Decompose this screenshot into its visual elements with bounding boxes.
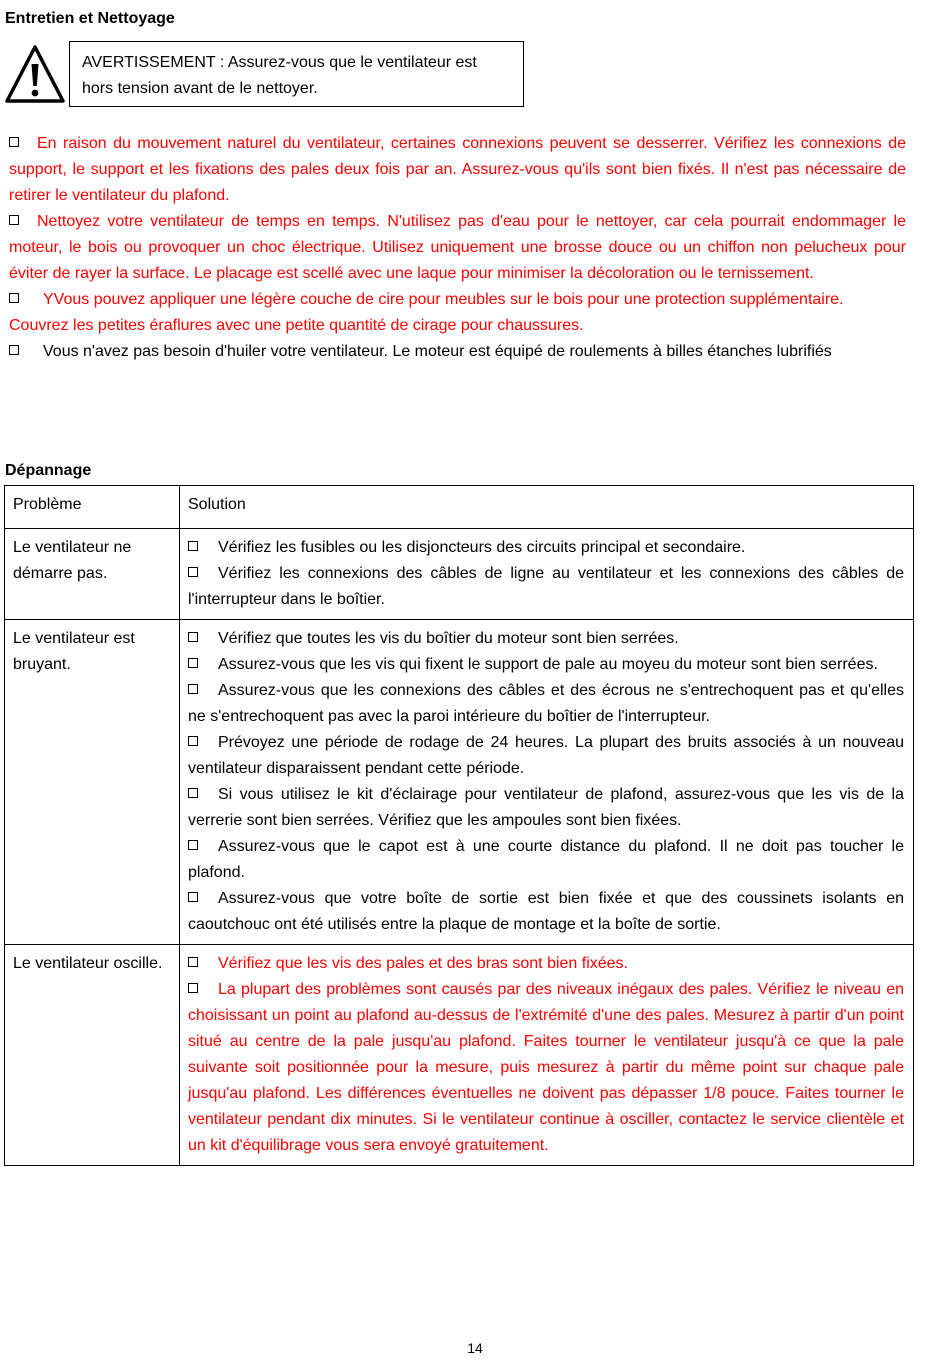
solution-item: Assurez-vous que les connexions des câbles et des écrous ne s'entrechoquent pas et qu'elles ne s'entrechoquent pas avec la paroi intérieure du boîtier de l'interrupteur. (188, 682, 904, 725)
table-row (5, 620, 914, 945)
troubleshooting-title: Dépannage (5, 462, 92, 479)
maintenance-item: YVous pouvez appliquer une légère couche de cire pour meubles sur le bois pour une protection supplémentaire. Couvrez les petites éraflures avec une petite quantité de cirage pour chaussures. (9, 291, 844, 334)
problem-cell: Le ventilateur oscille. (5, 945, 180, 1166)
solution-cell (180, 529, 914, 620)
maintenance-list (9, 131, 906, 365)
checkbox-icon (188, 541, 198, 551)
checkbox-icon (188, 957, 198, 967)
solution-item: Assurez-vous que les vis qui fixent le support de pale au moyeu du moteur sont bien serrées. (188, 652, 904, 678)
checkbox-icon (9, 293, 19, 303)
table-row (5, 529, 914, 620)
checkbox-icon (188, 632, 198, 642)
checkbox-icon (188, 684, 198, 694)
checkbox-icon (9, 137, 19, 147)
checkbox-icon (188, 736, 198, 746)
warning-triangle-icon (4, 44, 66, 106)
header-solution: Solution (180, 486, 914, 529)
page-number: 14 (467, 1340, 483, 1356)
maintenance-item: Vous n'avez pas besoin d'huiler votre ventilateur. Le moteur est équipé de roulements à billes étanches lubrifiés (9, 339, 906, 365)
solution-item: La plupart des problèmes sont causés par des niveaux inégaux des pales. Vérifiez le niveau en choisissant un point au plafond au-dessus de l'extrémité d'une des pales. Mesurez à partir d'un point situé au centre de la pale jusqu'au plafond. Faites tourner le ventilateur jusqu'à ce que la pale suivante soit positionnée pour la mesure, puis mesurez à partir du même point sur chaque pale jusqu'au plafond. Les différences éventuelles ne doivent pas dépasser 1/8 pouce. Faites tourner le ventilateur pendant dix minutes. Si le ventilateur continue à osciller, contactez le service clientèle et un kit d'équilibrage vous sera envoyé gratuitement. (188, 981, 904, 1154)
solution-item: Vérifiez que toutes les vis du boîtier du moteur sont bien serrées. (188, 626, 904, 652)
solution-item: Assurez-vous que votre boîte de sortie est bien fixée et que des coussinets isolants en caoutchouc ont été utilisés entre la plaque de montage et la boîte de sortie. (188, 890, 904, 933)
checkbox-icon (9, 345, 19, 355)
checkbox-icon (188, 892, 198, 902)
checkbox-icon (9, 215, 19, 225)
maintenance-item: Nettoyez votre ventilateur de temps en temps. N'utilisez pas d'eau pour le nettoyer, car cela pourrait endommager le moteur, le bois ou provoquer un choc électrique. Utilisez uniquement une brosse douce ou un chiffon non pelucheux pour éviter de rayer la surface. Le placage est scellé avec une laque pour minimiser la décoloration ou le ternissement. (9, 213, 906, 282)
problem-cell: Le ventilateur ne démarre pas. (5, 529, 180, 620)
solution-cell (180, 945, 914, 1166)
solution-item: Prévoyez une période de rodage de 24 heures. La plupart des bruits associés à un nouveau ventilateur disparaissent pendant cette période. (188, 734, 904, 777)
problem-cell: Le ventilateur est bruyant. (5, 620, 180, 945)
checkbox-icon (188, 983, 198, 993)
table-row (5, 945, 914, 1166)
table-header-row (5, 486, 914, 529)
solution-item: Vérifiez les connexions des câbles de ligne au ventilateur et les connexions des câbles de l'interrupteur dans le boîtier. (188, 565, 904, 608)
troubleshooting-table (4, 485, 914, 1166)
solution-item: Vérifiez les fusibles ou les disjoncteurs des circuits principal et secondaire. (188, 535, 904, 561)
solution-item: Vérifiez que les vis des pales et des bras sont bien fixées. (188, 951, 904, 977)
solution-item: Assurez-vous que le capot est à une courte distance du plafond. Il ne doit pas toucher le plafond. (188, 838, 904, 881)
maintenance-item: En raison du mouvement naturel du ventilateur, certaines connexions peuvent se desserrer. Vérifiez les connexions de support, le support et les fixations des pales deux fois par an. Assurez-vous qu'ils sont bien fixés. Il n'est pas nécessaire de retirer le ventilateur du plafond. (9, 135, 906, 204)
solution-cell (180, 620, 914, 945)
checkbox-icon (188, 567, 198, 577)
solution-item: Si vous utilisez le kit d'éclairage pour ventilateur de plafond, assurez-vous que les vis de la verrerie sont bien serrées. Vérifiez que les ampoules sont bien fixées. (188, 786, 904, 829)
header-problem: Problème (5, 486, 180, 529)
warning-box: AVERTISSEMENT : Assurez-vous que le ventilateur est hors tension avant de le nettoyer. (69, 41, 524, 107)
section-title: Entretien et Nettoyage (5, 10, 175, 27)
checkbox-icon (188, 840, 198, 850)
checkbox-icon (188, 658, 198, 668)
checkbox-icon (188, 788, 198, 798)
